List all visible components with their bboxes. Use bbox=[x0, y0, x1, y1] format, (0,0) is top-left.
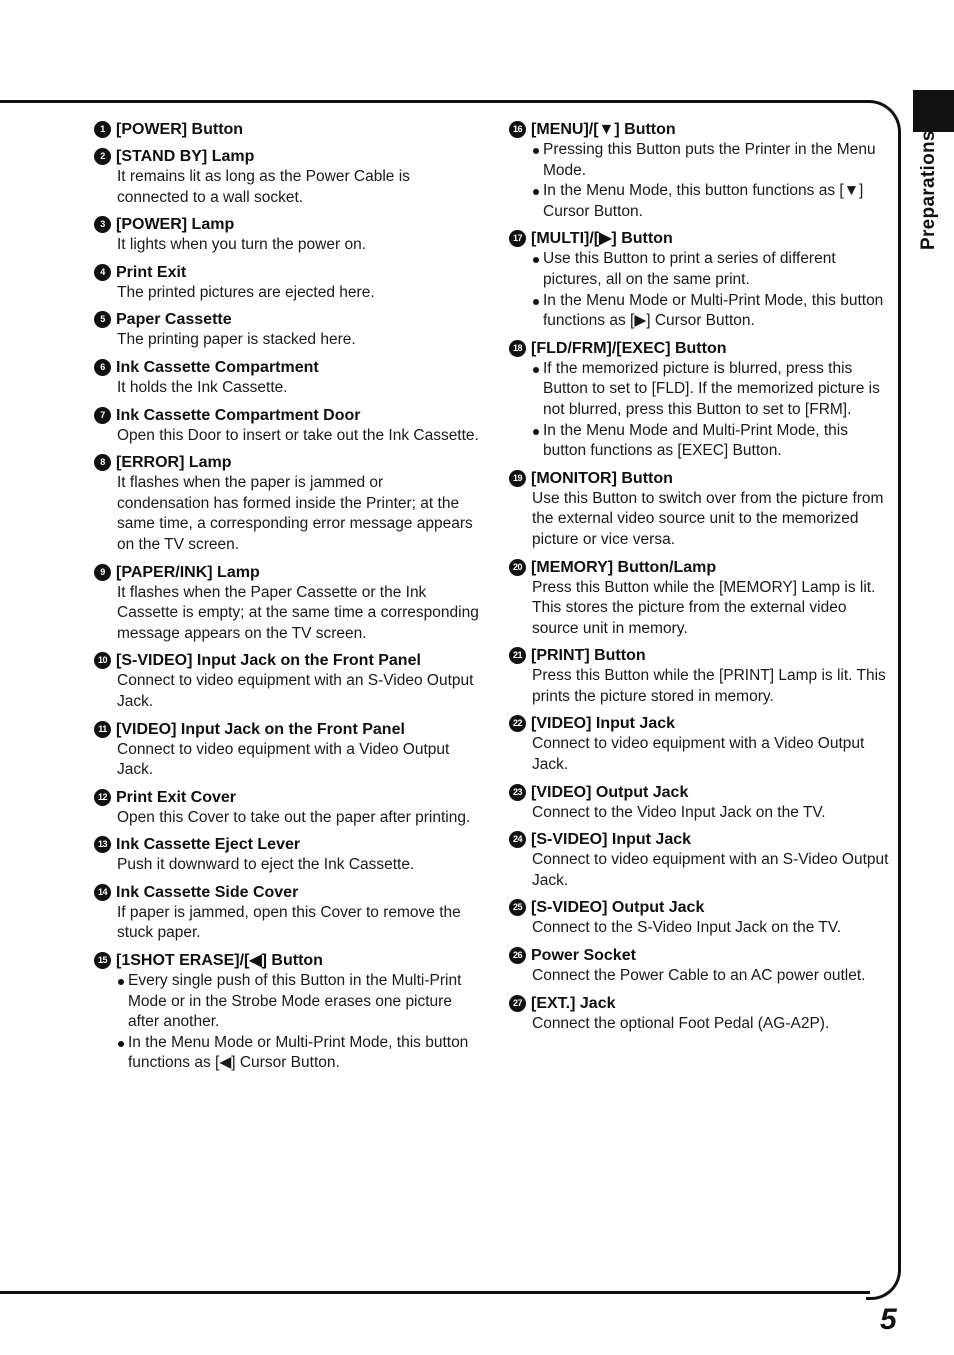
component-entry bbox=[509, 713, 889, 775]
component-entry bbox=[94, 562, 479, 645]
component-entry bbox=[509, 228, 889, 331]
component-description: Connect to video equipment with an S-Video Output Jack. bbox=[532, 851, 889, 889]
bullet-point: In the Menu Mode or Multi-Print Mode, this button functions as [▶] Cursor Button. bbox=[532, 291, 889, 332]
circled-number-icon: 15 bbox=[94, 952, 111, 969]
component-heading bbox=[94, 834, 479, 855]
component-title: [EXT.] Jack bbox=[531, 994, 616, 1012]
component-title: Ink Cassette Compartment bbox=[116, 358, 319, 376]
component-description: The printing paper is stacked here. bbox=[117, 331, 356, 349]
component-title: [ERROR] Lamp bbox=[116, 454, 232, 472]
component-title: [VIDEO] Input Jack on the Front Panel bbox=[116, 720, 405, 738]
component-title: Ink Cassette Eject Lever bbox=[116, 836, 301, 854]
component-heading bbox=[509, 897, 889, 918]
component-heading bbox=[94, 452, 479, 473]
component-heading bbox=[509, 829, 889, 850]
component-heading bbox=[509, 119, 889, 140]
component-description: Connect to the S-Video Input Jack on the TV. bbox=[532, 919, 842, 937]
component-description: It lights when you turn the power on. bbox=[117, 236, 367, 254]
circled-number-icon: 14 bbox=[94, 884, 111, 901]
circled-number-icon: 10 bbox=[94, 652, 111, 669]
component-heading bbox=[509, 338, 889, 359]
component-entry bbox=[94, 119, 479, 140]
circled-number-icon: 13 bbox=[94, 836, 111, 853]
component-heading bbox=[94, 882, 479, 903]
component-heading bbox=[94, 357, 479, 378]
circled-number-icon: 21 bbox=[509, 647, 526, 664]
frame-bottom-rule bbox=[0, 1291, 870, 1294]
component-entry bbox=[94, 452, 479, 555]
component-title: [VIDEO] Input Jack bbox=[531, 715, 676, 733]
circled-number-icon: 12 bbox=[94, 789, 111, 806]
component-title: Ink Cassette Compartment Door bbox=[116, 406, 361, 424]
component-title: [MEMORY] Button/Lamp bbox=[531, 558, 717, 576]
component-description: It remains lit as long as the Power Cable is connected to a wall socket. bbox=[117, 168, 410, 206]
component-title: [1SHOT ERASE]/[◀] Button bbox=[116, 952, 323, 970]
frame-top-rule bbox=[0, 100, 870, 103]
circled-number-icon: 25 bbox=[509, 899, 526, 916]
component-title: [S-VIDEO] Output Jack bbox=[531, 899, 705, 917]
component-entry bbox=[94, 214, 479, 256]
component-entry bbox=[94, 357, 479, 399]
component-entry bbox=[509, 829, 889, 891]
component-heading bbox=[94, 119, 479, 140]
component-title: [STAND BY] Lamp bbox=[116, 148, 255, 165]
component-entry bbox=[94, 950, 479, 1074]
component-description: Connect to video equipment with a Video Output Jack. bbox=[117, 740, 450, 779]
component-entry bbox=[509, 645, 889, 707]
component-heading bbox=[509, 228, 889, 249]
component-title: [VIDEO] Output Jack bbox=[531, 783, 689, 801]
component-heading bbox=[94, 262, 479, 283]
component-description: Open this Door to insert or take out the Ink Cassette. bbox=[117, 426, 479, 444]
component-heading bbox=[94, 719, 479, 740]
component-heading bbox=[509, 557, 889, 578]
bullet-point: In the Menu Mode or Multi-Print Mode, this button functions as [◀] Cursor Button. bbox=[117, 1033, 479, 1074]
component-title: [MENU]/[▼] Button bbox=[531, 121, 676, 138]
circled-number-icon: 27 bbox=[509, 995, 526, 1012]
component-description: Use this Button to switch over from the picture from the external video source unit to the memorized picture or vice versa. bbox=[532, 489, 884, 548]
circled-number-icon: 4 bbox=[94, 264, 111, 281]
component-description: It flashes when the Paper Cassette or the Ink Cassette is empty; at the same time a corresponding message appears on the TV screen. bbox=[117, 583, 479, 642]
circled-number-icon: 9 bbox=[94, 564, 111, 581]
component-entry bbox=[509, 557, 889, 640]
circled-number-icon: 17 bbox=[509, 230, 526, 247]
component-title: Ink Cassette Side Cover bbox=[116, 883, 299, 901]
bullet-point: Use this Button to print a series of different pictures, all on the same print. bbox=[532, 249, 889, 290]
component-entry bbox=[94, 834, 479, 876]
circled-number-icon: 8 bbox=[94, 454, 111, 471]
component-description: If paper is jammed, open this Cover to remove the stuck paper. bbox=[117, 903, 461, 942]
component-description: Open this Cover to take out the paper after printing. bbox=[117, 808, 471, 826]
circled-number-icon: 11 bbox=[94, 721, 111, 738]
circled-number-icon: 2 bbox=[94, 148, 111, 165]
component-heading bbox=[509, 645, 889, 666]
component-entry bbox=[94, 650, 479, 712]
circled-number-icon: 3 bbox=[94, 216, 111, 233]
component-description: It flashes when the paper is jammed or condensation has formed inside the Printer; at the same time, a corresponding error message appears on the TV screen. bbox=[117, 474, 473, 553]
page-number: 5 bbox=[880, 1303, 897, 1336]
component-description: It holds the Ink Cassette. bbox=[117, 378, 288, 396]
section-tab-label: Preparations bbox=[918, 130, 939, 250]
component-entry bbox=[509, 782, 889, 824]
component-entry bbox=[509, 119, 889, 222]
circled-number-icon: 5 bbox=[94, 311, 111, 328]
circled-number-icon: 24 bbox=[509, 831, 526, 848]
component-description: Connect to the Video Input Jack on the TV. bbox=[532, 803, 826, 821]
component-description: Press this Button while the [MEMORY] Lamp is lit. This stores the picture from the external video source unit in memory. bbox=[532, 578, 876, 637]
component-title: [PAPER/INK] Lamp bbox=[116, 563, 260, 581]
bullet-point: Every single push of this Button in the Multi-Print Mode or in the Strobe Mode erases one picture after another. bbox=[117, 971, 479, 1033]
section-tab-marker bbox=[913, 90, 954, 132]
component-entry bbox=[94, 309, 479, 351]
circled-number-icon: 20 bbox=[509, 559, 526, 576]
component-entry bbox=[509, 993, 889, 1035]
component-entry bbox=[94, 719, 479, 781]
circled-number-icon: 19 bbox=[509, 470, 526, 487]
component-heading bbox=[509, 713, 889, 734]
circled-number-icon: 16 bbox=[509, 121, 526, 138]
component-title: [POWER] Button bbox=[116, 121, 244, 138]
component-entry bbox=[94, 405, 479, 447]
component-title: [POWER] Lamp bbox=[116, 216, 235, 234]
component-title: Print Exit bbox=[116, 263, 187, 281]
component-heading bbox=[509, 782, 889, 803]
component-heading bbox=[94, 214, 479, 235]
component-description: Push it downward to eject the Ink Cassette. bbox=[117, 856, 415, 874]
left-column bbox=[94, 119, 479, 1080]
component-entry bbox=[509, 468, 889, 551]
component-description: Connect the optional Foot Pedal (AG-A2P). bbox=[532, 1014, 830, 1032]
component-heading bbox=[94, 562, 479, 583]
component-heading bbox=[94, 950, 479, 971]
component-heading bbox=[94, 787, 479, 808]
component-heading bbox=[94, 146, 479, 167]
component-description: Connect the Power Cable to an AC power outlet. bbox=[532, 967, 866, 985]
circled-number-icon: 18 bbox=[509, 340, 526, 357]
component-title: [S-VIDEO] Input Jack bbox=[531, 831, 692, 849]
component-title: [MONITOR] Button bbox=[531, 469, 673, 487]
bullet-point: In the Menu Mode and Multi-Print Mode, this button functions as [EXEC] Button. bbox=[532, 421, 889, 462]
circled-number-icon: 22 bbox=[509, 715, 526, 732]
component-entry bbox=[509, 338, 889, 462]
circled-number-icon: 6 bbox=[94, 359, 111, 376]
component-description: Connect to video equipment with a Video Output Jack. bbox=[532, 735, 865, 774]
circled-number-icon: 7 bbox=[94, 407, 111, 424]
bullet-point: In the Menu Mode, this button functions as [▼] Cursor Button. bbox=[532, 181, 889, 222]
component-description: The printed pictures are ejected here. bbox=[117, 283, 375, 301]
component-title: [MULTI]/[▶] Button bbox=[531, 230, 673, 248]
circled-number-icon: 26 bbox=[509, 947, 526, 964]
component-heading bbox=[94, 650, 479, 671]
component-entry bbox=[94, 146, 479, 208]
bullet-point: If the memorized picture is blurred, press this Button to set to [FLD]. If the memorized picture is not blurred, press this Button to set to [FRM]. bbox=[532, 359, 889, 421]
component-title: Print Exit Cover bbox=[116, 788, 237, 806]
component-description: Press this Button while the [PRINT] Lamp is lit. This prints the picture stored in memory. bbox=[532, 667, 886, 705]
component-title: Power Socket bbox=[531, 947, 636, 965]
component-entry bbox=[94, 787, 479, 829]
component-heading bbox=[94, 405, 479, 426]
component-title: Paper Cassette bbox=[116, 311, 232, 329]
component-heading bbox=[509, 945, 889, 966]
right-column bbox=[509, 119, 889, 1040]
circled-number-icon: 1 bbox=[94, 121, 111, 138]
component-title: [FLD/FRM]/[EXEC] Button bbox=[531, 339, 727, 357]
bullet-point: Pressing this Button puts the Printer in the Menu Mode. bbox=[532, 140, 889, 181]
component-entry bbox=[509, 945, 889, 987]
component-heading bbox=[509, 993, 889, 1014]
component-heading bbox=[94, 309, 479, 330]
component-title: [S-VIDEO] Input Jack on the Front Panel bbox=[116, 652, 421, 670]
component-entry bbox=[94, 262, 479, 304]
component-entry bbox=[509, 897, 889, 939]
component-description: Connect to video equipment with an S-Video Output Jack. bbox=[117, 672, 474, 710]
circled-number-icon: 23 bbox=[509, 784, 526, 801]
component-entry bbox=[94, 882, 479, 944]
component-title: [PRINT] Button bbox=[531, 647, 646, 665]
component-heading bbox=[509, 468, 889, 489]
